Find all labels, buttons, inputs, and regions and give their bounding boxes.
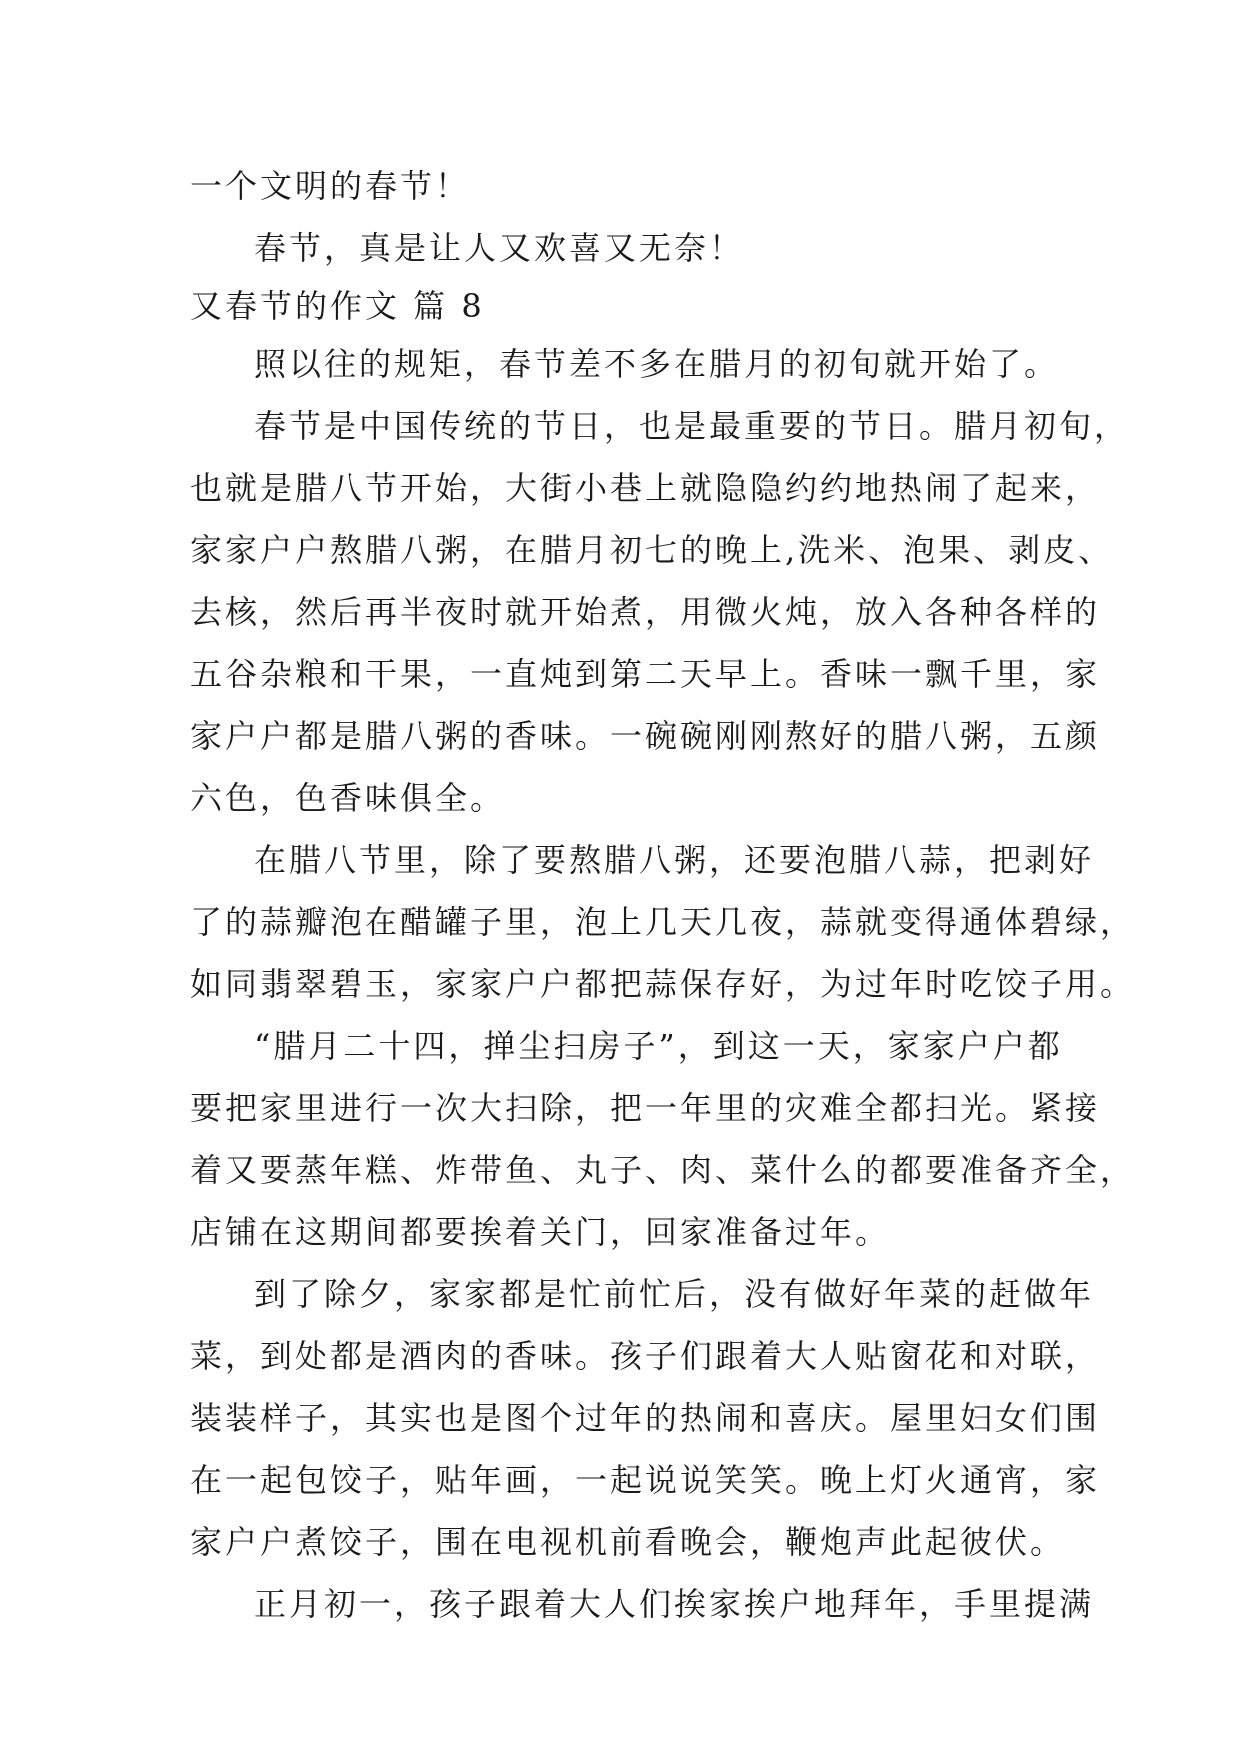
article-body [190,155,1136,1635]
paragraph-line: 春节，真是让人又欢喜又无奈！ [254,229,745,267]
text-line: 去核，然后再半夜时就开始煮，用微火炖，放入各种各样的 [190,593,1101,631]
text-line: 着又要蒸年糕、炸带鱼、丸子、肉、菜什么的都要准备齐全， [190,1151,1136,1189]
text-line: 装装样子，其实也是图个过年的热闹和喜庆。屋里妇女们围 [190,1399,1101,1437]
text-line: 五谷杂粮和干果，一直炖到第二天早上。香味一飘千里，家 [190,655,1101,693]
paragraph-line: 正月初一，孩子跟着大人们挨家挨户地拜年，手里提满 [254,1585,1095,1623]
paragraph-line: 照以往的规矩，春节差不多在腊月的初旬就开始了。 [254,345,1060,383]
text-line: 店铺在这期间都要挨着关门，回家准备过年。 [190,1213,891,1251]
text-line: 要把家里进行一次大扫除，把一年里的灾难全都扫光。紧接 [190,1089,1101,1127]
text-line: 了的蒜瓣泡在醋罐子里，泡上几天几夜，蒜就变得通体碧绿， [190,903,1136,941]
text-line: 六色，色香味俱全。 [190,779,506,817]
section-heading: 又春节的作文 篇 8 [190,287,485,325]
text-line: 也就是腊八节开始，大街小巷上就隐隐约约地热闹了起来， [190,469,1101,507]
text-line: 如同翡翠碧玉，家家户户都把蒜保存好，为过年时吃饺子用。 [190,965,1136,1003]
text-line: 家户户煮饺子，围在电视机前看晚会，鞭炮声此起彼伏。 [190,1523,1066,1561]
text-line: 在一起包饺子，贴年画，一起说说笑笑。晚上灯火通宵，家 [190,1461,1101,1499]
paragraph-line: 春节是中国传统的节日，也是最重要的节日。腊月初旬， [254,407,1130,445]
text-line: 家户户都是腊八粥的香味。一碗碗刚刚熬好的腊八粥，五颜 [190,717,1101,755]
paragraph-line: 到了除夕，家家都是忙前忙后，没有做好年菜的赶做年 [254,1275,1095,1313]
text-line: 一个文明的春节！ [190,167,471,205]
paragraph-line: 在腊八节里，除了要熬腊八粥，还要泡腊八蒜，把剥好 [254,841,1095,879]
paragraph-line: “腊月二十四，掸尘扫房子”，到这一天，家家户户都 [254,1027,1063,1065]
text-line: 菜，到处都是酒肉的香味。孩子们跟着大人贴窗花和对联， [190,1337,1101,1375]
text-line: 家家户户熬腊八粥，在腊月初七的晚上,洗米、泡果、剥皮、 [190,531,1114,569]
